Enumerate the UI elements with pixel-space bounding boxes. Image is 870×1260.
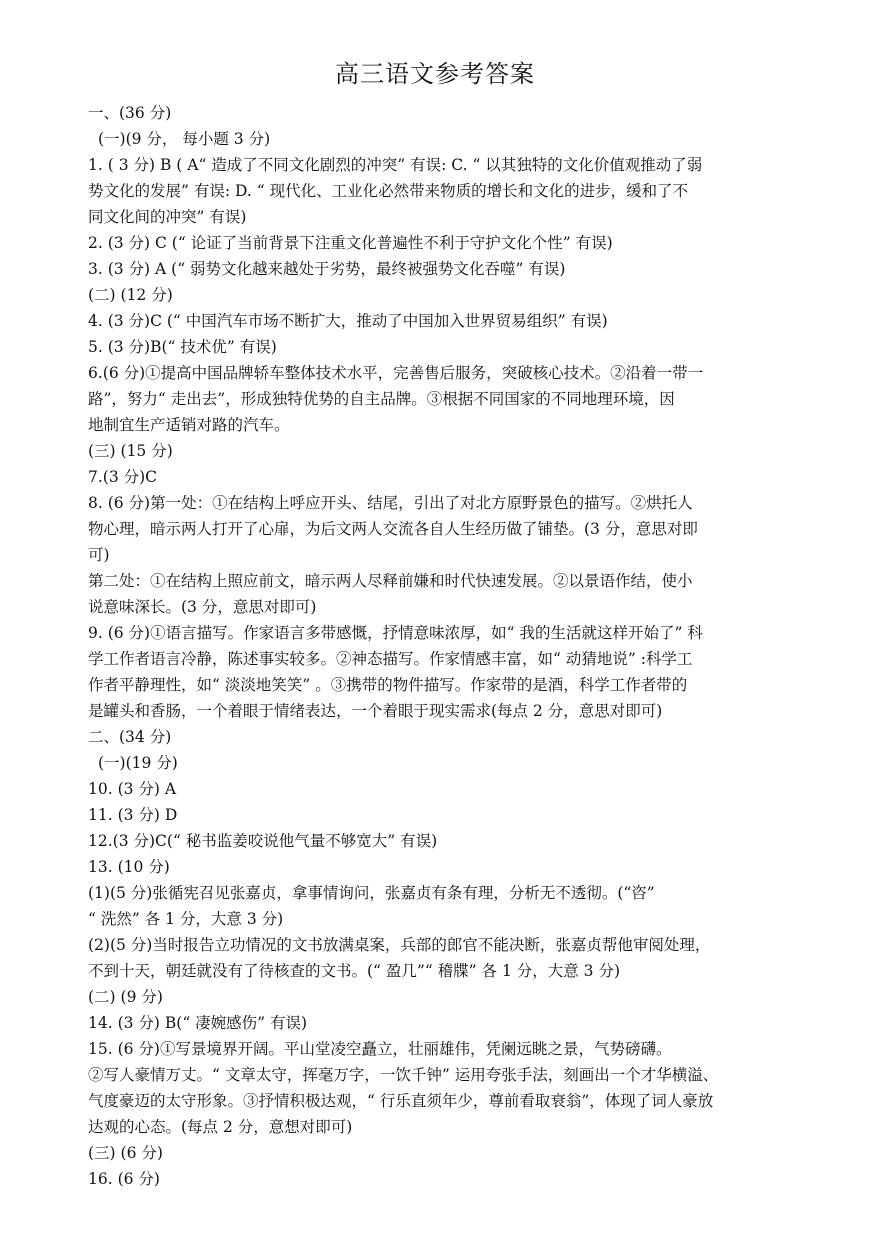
answer-line: 说意味深长。(3 分，意思对即可)	[88, 598, 317, 616]
answer-line: 气度豪迈的太守形象。③抒情积极达观，“ 行乐直须年少，尊前看取衰翁”，体现了词人豪放	[88, 1092, 714, 1110]
answer-line: 11. (3 分) D	[88, 806, 178, 824]
page-title: 高三语文参考答案	[335, 60, 535, 88]
answer-line: 1. ( 3 分) B ( A“ 造成了不同文化剧烈的冲突” 有误: C. “ 以其独特的文化价值观推动了弱	[88, 156, 703, 174]
answer-line: 第二处：①在结构上照应前文，暗示两人尽释前嫌和时代快速发展。②以景语作结，使小	[88, 572, 693, 590]
answer-line: 2. (3 分) C (“ 论证了当前背景下注重文化普遍性不利于守护文化个性” 有误)	[88, 234, 613, 252]
answer-line: 同文化间的冲突” 有误)	[88, 208, 247, 226]
answer-line: (三) (15 分)	[88, 442, 173, 460]
answer-line: 二、(34 分)	[88, 728, 172, 746]
answer-line: 不到十天，朝廷就没有了待核查的文书。(“ 盈几”“ 稽牒” 各 1 分，大意 3 分)	[88, 962, 621, 980]
answer-line: 15. (6 分)①写景境界开阔。平山堂凌空矗立，壮丽雄伟，凭阑远眺之景，气势磅礴。	[88, 1040, 672, 1058]
answer-line: 7.(3 分)C	[88, 468, 158, 486]
answer-line: 5. (3 分)B(“ 技术优” 有误)	[88, 338, 277, 356]
answer-line: 物心理，暗示两人打开了心扉，为后文两人交流各自人生经历做了铺垫。(3 分，意思对即	[88, 520, 698, 538]
answer-line: (一)(9 分， 每小题 3 分)	[98, 130, 271, 148]
answer-line: “ 洗然” 各 1 分，大意 3 分)	[88, 910, 284, 928]
answer-line: 学工作者语言冷静，陈述事实较多。②神态描写。作家情感丰富，如“ 动猜地说” :科学工	[88, 650, 693, 668]
answer-line: 9. (6 分)①语言描写。作家语言多带感慨，抒情意味浓厚，如“ 我的生活就这样开始了” 科	[88, 624, 703, 642]
answer-line: 12.(3 分)C(“ 秘书监姜咬说他气量不够宽大” 有误)	[88, 832, 438, 850]
answer-line: 一、(36 分)	[88, 104, 172, 122]
answer-line: 3. (3 分) A (“ 弱势文化越来越处于劣势，最终被强势文化吞噬” 有误)	[88, 260, 566, 278]
answer-line: 4. (3 分)C (“ 中国汽车市场不断扩大，推动了中国加入世界贸易组织” 有误)	[88, 312, 608, 330]
answer-line: 路”，努力“ 走出去”，形成独特优势的自主品牌。③根据不同国家的不同地理环境，因	[88, 390, 675, 408]
answer-line: 10. (3 分) A	[88, 780, 177, 798]
answer-line: 13. (10 分)	[88, 858, 170, 876]
answer-line: 达观的心态。(每点 2 分，意想对即可)	[88, 1118, 353, 1136]
answer-line: 是罐头和香肠，一个着眼于情绪表达，一个着眼于现实需求(每点 2 分，意思对即可)	[88, 702, 663, 720]
answer-line: 8. (6 分)第一处：①在结构上呼应开头、结尾，引出了对北方原野景色的描写。②烘托人	[88, 494, 693, 512]
answer-line: 势文化的发展” 有误: D. “ 现代化、工业化必然带来物质的增长和文化的进步，缓和了不	[88, 182, 689, 200]
answer-line: (1)(5 分)张循宪召见张嘉贞，拿事情询问，张嘉贞有条有理，分析无不透彻。(“咨”	[88, 884, 655, 902]
answer-line: (2)(5 分)当时报告立功情况的文书放满桌案，兵部的郎官不能决断，张嘉贞帮他审阅处理，	[88, 936, 711, 954]
answer-line: 作者平静理性，如“ 淡淡地笑笑” 。③携带的物件描写。作家带的是酒，科学工作者带的	[88, 676, 688, 694]
answer-line: (二) (12 分)	[88, 286, 173, 304]
answer-line: (一)(19 分)	[98, 754, 178, 772]
answer-line: 地制宜生产适销对路的汽车。	[88, 416, 290, 434]
answer-line: ②写人豪情万丈。“ 文章太守，挥毫万字，一饮千钟” 运用夸张手法，刻画出一个才华横溢、	[88, 1066, 719, 1084]
answer-line: 可)	[88, 546, 110, 564]
answer-line: 6.(6 分)①提高中国品牌轿车整体技术水平，完善售后服务，突破核心技术。②沿着一带一	[88, 364, 704, 382]
answer-line: 16. (6 分)	[88, 1170, 160, 1188]
answer-line: (三) (6 分)	[88, 1144, 163, 1162]
answer-body	[88, 100, 788, 1192]
answer-line: 14. (3 分) B(“ 凄婉感伤” 有误)	[88, 1014, 308, 1032]
answer-line: (二) (9 分)	[88, 988, 163, 1006]
